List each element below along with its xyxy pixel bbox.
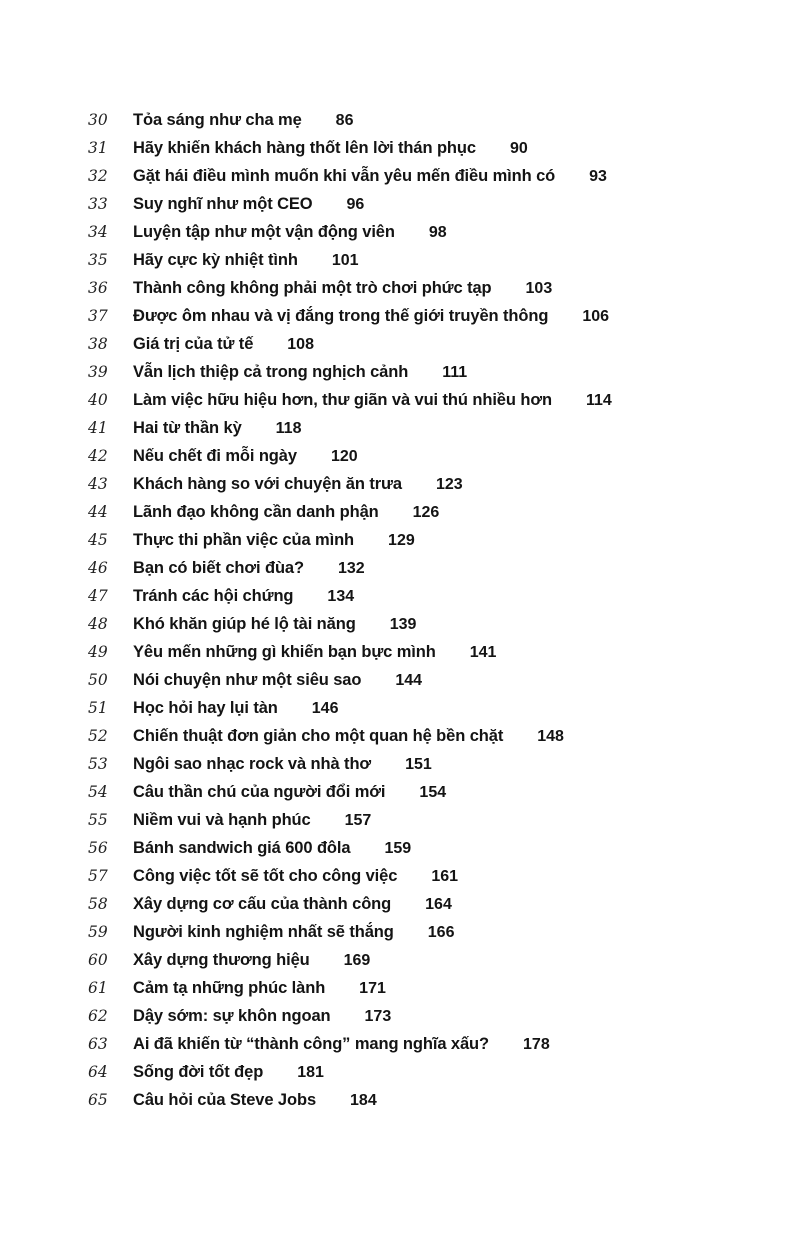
chapter-title: Câu hỏi của Steve Jobs (133, 1091, 317, 1109)
chapter-title: Làm việc hữu hiệu hơn, thư giãn và vui thú nhiều hơn (133, 391, 552, 409)
chapter-title: Hãy khiến khách hàng thốt lên lời thán phục (133, 139, 476, 157)
chapter-title: Cảm tạ những phúc lành (133, 979, 326, 997)
toc-entry (88, 139, 728, 167)
page-number: 132 (337, 560, 365, 577)
chapter-number: 40 (88, 391, 108, 409)
toc-entry (88, 335, 728, 363)
chapter-title: Suy nghĩ như một CEO (133, 195, 313, 213)
page-number: 157 (344, 812, 372, 829)
page-number: 184 (350, 1092, 377, 1109)
toc-entry (88, 307, 728, 335)
chapter-number: 35 (88, 251, 108, 269)
page-number: 98 (428, 224, 447, 241)
toc-entry (88, 195, 728, 223)
chapter-number: 65 (88, 1091, 108, 1109)
page-number: 108 (287, 336, 314, 353)
chapter-title: Được ôm nhau và vị đắng trong thế giới truyền thông (133, 307, 549, 325)
page-number: 120 (330, 448, 358, 465)
chapter-number: 49 (88, 643, 108, 661)
chapter-title: Yêu mến những gì khiến bạn bực mình (133, 643, 436, 661)
chapter-title: Ai đã khiến từ “thành công” mang nghĩa xấu? (133, 1035, 490, 1053)
chapter-number: 61 (88, 979, 108, 997)
chapter-title: Hai từ thần kỳ (133, 419, 242, 437)
chapter-number: 43 (88, 475, 108, 493)
chapter-title: Xây dựng thương hiệu (133, 951, 310, 969)
toc-entry (88, 811, 728, 839)
page-number: 106 (582, 308, 610, 325)
chapter-number: 39 (88, 363, 108, 381)
toc-entry (88, 447, 728, 475)
chapter-number: 63 (88, 1035, 108, 1053)
chapter-title: Chiến thuật đơn giản cho một quan hệ bền chặt (133, 727, 504, 745)
page-number: 129 (388, 532, 415, 549)
chapter-title: Người kinh nghiệm nhất sẽ thắng (133, 923, 394, 941)
toc-entry (88, 167, 728, 195)
chapter-title: Dậy sớm: sự khôn ngoan (133, 1007, 331, 1025)
chapter-number: 32 (88, 167, 108, 185)
toc-entry (88, 1063, 728, 1091)
toc-entry (88, 391, 728, 419)
chapter-title: Tỏa sáng như cha mẹ (133, 111, 302, 129)
chapter-title: Nói chuyện như một siêu sao (133, 671, 362, 689)
page-number: 178 (523, 1036, 550, 1053)
page-number: 151 (405, 756, 432, 773)
page-number: 126 (412, 504, 440, 521)
page-number: 111 (442, 364, 468, 381)
toc-entry (88, 867, 728, 895)
page-number: 171 (359, 980, 386, 997)
chapter-number: 57 (88, 867, 108, 885)
toc-entry (88, 839, 728, 867)
toc-entry (88, 671, 728, 699)
chapter-number: 48 (88, 615, 108, 633)
chapter-number: 55 (88, 811, 108, 829)
toc-entry (88, 531, 728, 559)
chapter-number: 54 (88, 783, 108, 801)
chapter-number: 47 (88, 587, 108, 605)
page-number: 93 (589, 168, 607, 185)
chapter-title: Niềm vui và hạnh phúc (133, 811, 311, 829)
page-number: 86 (335, 112, 354, 129)
chapter-title: Khó khăn giúp hé lộ tài năng (133, 615, 356, 633)
page-number: 159 (384, 840, 412, 857)
toc-entry (88, 1007, 728, 1035)
chapter-number: 46 (88, 559, 108, 577)
page-number: 139 (389, 616, 417, 633)
chapter-number: 64 (88, 1063, 108, 1081)
toc-entry (88, 979, 728, 1007)
chapter-number: 37 (88, 307, 108, 325)
toc-entry (88, 951, 728, 979)
chapter-title: Câu thần chú của người đổi mới (133, 783, 386, 801)
chapter-number: 38 (88, 335, 108, 353)
toc-entry (88, 923, 728, 951)
toc-entry (88, 587, 728, 615)
chapter-title: Thành công không phải một trò chơi phức tạp (133, 279, 492, 297)
chapter-title: Thực thi phần việc của mình (133, 531, 355, 549)
chapter-number: 58 (88, 895, 108, 913)
page-number: 148 (537, 728, 564, 745)
toc-entry (88, 643, 728, 671)
chapter-number: 42 (88, 447, 108, 465)
toc-entry (88, 559, 728, 587)
chapter-title: Tránh các hội chứng (133, 587, 294, 605)
chapter-title: Sống đời tốt đẹp (133, 1063, 264, 1081)
chapter-number: 30 (88, 111, 108, 129)
toc-entry (88, 727, 728, 755)
chapter-number: 31 (88, 139, 108, 157)
chapter-number: 51 (88, 699, 108, 717)
toc-entry (88, 503, 728, 531)
chapter-title: Nếu chết đi mỗi ngày (133, 447, 297, 465)
page-number: 166 (427, 924, 455, 941)
toc-entry (88, 251, 728, 279)
page-number: 164 (425, 896, 452, 913)
page-number: 161 (431, 868, 459, 885)
chapter-title: Vẫn lịch thiệp cả trong nghịch cảnh (133, 363, 409, 381)
chapter-number: 60 (88, 951, 108, 969)
chapter-number: 62 (88, 1007, 108, 1025)
toc-entry (88, 279, 728, 307)
chapter-title: Ngôi sao nhạc rock và nhà thơ (133, 755, 372, 773)
page-number: 173 (364, 1008, 392, 1025)
chapter-number: 52 (88, 727, 108, 745)
chapter-number: 59 (88, 923, 108, 941)
chapter-number: 33 (88, 195, 108, 213)
toc-entry (88, 223, 728, 251)
toc-entry (88, 895, 728, 923)
page-number: 154 (419, 784, 447, 801)
chapter-title: Luyện tập như một vận động viên (133, 223, 395, 241)
page-number: 96 (346, 196, 365, 213)
page-number: 103 (525, 280, 553, 297)
page-number: 144 (395, 672, 423, 689)
chapter-title: Bánh sandwich giá 600 đôla (133, 839, 351, 857)
toc-entry (88, 111, 728, 139)
page-number: 146 (311, 700, 339, 717)
chapter-title: Xây dựng cơ cấu của thành công (133, 895, 392, 913)
page-number: 118 (275, 420, 302, 437)
chapter-title: Lãnh đạo không cần danh phận (133, 503, 379, 521)
toc-entry (88, 419, 728, 447)
toc-entry (88, 1091, 728, 1119)
chapter-number: 41 (88, 419, 108, 437)
page-number: 141 (469, 644, 497, 661)
chapter-number: 53 (88, 755, 108, 773)
toc-entry (88, 783, 728, 811)
chapter-number: 44 (88, 503, 108, 521)
toc-entry (88, 615, 728, 643)
toc-entry (88, 1035, 728, 1063)
chapter-number: 36 (88, 279, 108, 297)
chapter-number: 45 (88, 531, 108, 549)
chapter-number: 56 (88, 839, 108, 857)
chapter-title: Học hỏi hay lụi tàn (133, 699, 278, 717)
page-number: 169 (343, 952, 371, 969)
page-number: 134 (327, 588, 355, 605)
chapter-title: Công việc tốt sẽ tốt cho công việc (133, 867, 398, 885)
chapter-title: Gặt hái điều mình muốn khi vẫn yêu mến điều mình có (133, 167, 556, 185)
page-number: 181 (297, 1064, 324, 1081)
chapter-title: Khách hàng so với chuyện ăn trưa (133, 475, 402, 493)
page-number: 101 (331, 252, 359, 269)
page-number: 123 (435, 476, 463, 493)
toc-entry (88, 475, 728, 503)
chapter-title: Bạn có biết chơi đùa? (133, 559, 304, 577)
chapter-title: Hãy cực kỳ nhiệt tình (133, 251, 298, 269)
page-number: 114 (585, 392, 612, 409)
chapter-title: Giá trị của tử tế (133, 335, 254, 353)
toc-entry (88, 699, 728, 727)
chapter-number: 50 (88, 671, 108, 689)
toc-entry (88, 755, 728, 783)
page-number: 90 (509, 140, 528, 157)
toc-entry (88, 363, 728, 391)
toc-list (88, 111, 728, 1119)
chapter-number: 34 (88, 223, 108, 241)
